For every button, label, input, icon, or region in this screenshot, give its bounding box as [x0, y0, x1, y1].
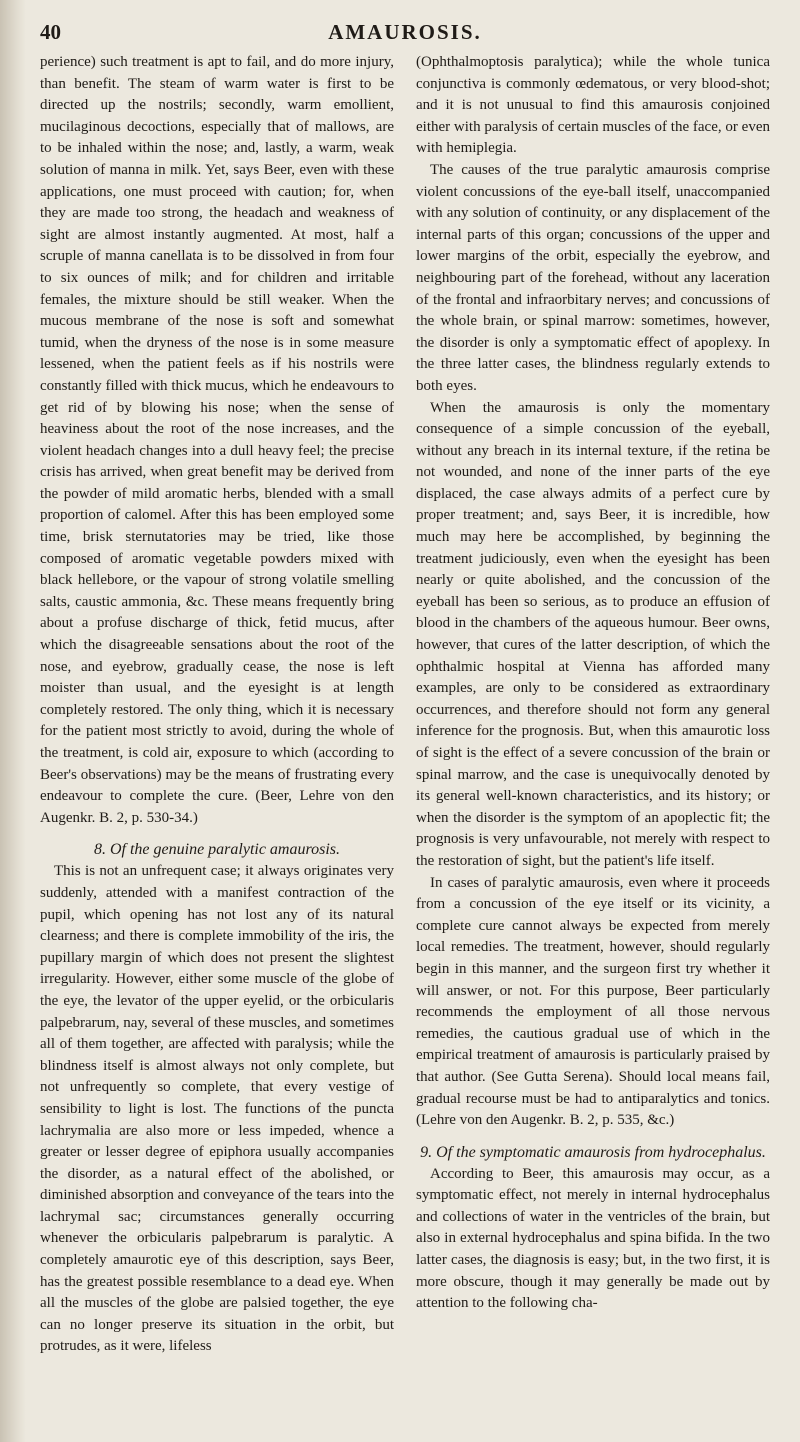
section-heading-8: 8. Of the genuine paralytic amaurosis.: [93, 841, 341, 859]
page-number: 40: [40, 20, 61, 44]
running-head: [40, 20, 770, 48]
right-paragraph-5: According to Beer, this amaurosis may occur, as a symptomatic effect, not merely in internal hydrocephalus and collections of water in the ventricles of the brain, but also in external hydrocephalus and spina bifida. In the two latter cases, the diagnosis is easy; but, in the two first, it is more obscure, though it may generally be made out by attention to the following cha-: [416, 1165, 770, 1312]
binding-gutter-shadow: [0, 0, 26, 1442]
right-paragraph-2: The causes of the true paralytic amaurosis comprise violent concussions of the eye-ball itself, unaccompanied with any solution of continuity, or any displacement of the internal parts of this organ; concussions of the upper and lower margins of the orbit, especially the eyebrow, and neighbouring part of the forehead, without any laceration of the frontal and infraorbitary nerves; and concussions of the whole brain, or spinal marrow: sometimes, however, the disorder is only a symptomatic effect of apoplexy. In the three latter cases, the blindness regularly extends to both eyes.: [416, 161, 770, 394]
left-column: [40, 52, 394, 1358]
text-columns: [40, 52, 770, 1358]
right-paragraph-1: (Ophthalmoptosis paralytica); while the whole tunica conjunctiva is commonly œdematous, or very blood-shot; and it is not unusual to find this amaurosis conjoined either with paralysis of certain muscles of the face, or even with hemiplegia.: [416, 54, 770, 157]
left-paragraph-1: perience) such treatment is apt to fail, and do more injury, than benefit. The steam of warm water is first to be directed up the nostrils; secondly, warm emollient, mucilaginous decoctions, especially that of mallows, are to be inhaled within the nose; and, lastly, a warm, weak solution of manna in milk. Yet, says Beer, even with these applications, one must proceed with caution; for, when they are made too strong, the headach and weakness of sight are almost instantly augmented. At most, half a scruple of manna canellata is to be dissolved in from four to six ounces of milk; and for children and irritable females, the mixture should be still weaker. When the mucous membrane of the nose is soft and somewhat tumid, when the dryness of the nose is in some measure lessened, when the patient feels as if his nostrils were constantly filled with thick mucus, which he endeavours to get rid of by blowing his nose; when the sense of heaviness about the root of the nose increases, and the violent headach changes into a dull heavy feel; the precise crisis has arrived, when great benefit may be derived from the powder of mild aromatic herbs, blended with a small proportion of calomel. After this has been employed some time, brisk sternutatories may be tried, like those composed of aromatic vegetable powders mixed with black hellebore, or the vapour of strong volatile smelling salts, caustic ammonia, &c. These means frequently bring about a profuse discharge of thick, fetid mucus, after which the disagreeable sensations about the root of the nose, and eyebrow, gradually cease, the nose is left moister than usual, and the eyesight is at length completely restored. The only thing, which it is necessary for the patient most strictly to avoid, during the whole of the treatment, is cold air, exposure to which (according to Beer's observations) may be the means of frustrating every endeavour to complete the cure. (Beer, Lehre von den Augenkr. B. 2, p. 530-34.): [40, 54, 394, 826]
right-paragraph-4: In cases of paralytic amaurosis, even where it proceeds from a concussion of the eye itself or its vicinity, a complete cure cannot always be expected from merely local remedies. The treatment, however, should regularly begin in this manner, and the surgeon first try whether it will answer, or not. For this purpose, Beer particularly recommends the employment of all those nervous remedies, the cautious gradual use of which in the empirical treatment of amaurosis is particularly praised by that author. (See Gutta Serena). Should local means fail, gradual recourse must be had to antiparalytics and tonics. (Lehre von den Augenkr. B. 2, p. 535, &c.): [416, 874, 770, 1129]
right-column: [416, 52, 770, 1358]
left-paragraph-2: This is not an unfrequent case; it always originates very suddenly, attended with a manifest contraction of the pupil, which opening has not lost any of its natural clearness; and there is complete immobility of the iris, the pupillary margin of which does not present the slightest irregularity. However, either some muscle of the globe of the eye, the levator of the upper eyelid, or the orbicularis palpebrarum, nay, several of these muscles, and sometimes all of them together, are affected with paralysis; while the blindness itself is almost always not only complete, but not unfrequently so complete, that every vestige of sensibility to light is lost. The functions of the puncta lachrymalia are also more or less impeded, whence a greater or lesser degree of epiphora usually accompanies the disorder, as a natural effect of the abolished, or diminished absorption and conveyance of the tears into the lachrymal sac; circumstances generally occurring whenever the orbicularis palpebrarum is paralytic. A completely amaurotic eye of this description, says Beer, has the greatest possible resemblance to a dead eye. When all the muscles of the globe are palsied together, the eye can no longer preserve its situation in the orbit, but protrudes, as it were, lifeless: [40, 863, 394, 1355]
right-paragraph-3: When the amaurosis is only the momentary consequence of a simple concussion of the eyeball, without any breach in its internal texture, if the retina be not wounded, and none of the inner parts of the eye displaced, the case always admits of a perfect cure by proper treatment; and, says Beer, it is incredible, how much may here be accomplished, by beginning the treatment judiciously, even when the eyesight has been nearly or quite abolished, and the concussion of the eyeball has been so serious, as to produce an effusion of blood in the chambers of the aqueous humour. Beer owns, however, that cures of the latter description, of which the ophthalmic hospital at Vienna has afforded many examples, are only to be considered as extraordinary occurrences, and therefore should not form any general inference for the prognosis. But, when this amaurotic loss of sight is the effect of a severe concussion of the brain or spinal marrow, and the case is unequivocally denoted by its general well-known characteristics, and its history; or when the disorder is the symptom of an apoplectic fit; the prognosis is very unfavourable, not merely with respect to the restoration of sight, but the patient's life itself.: [416, 399, 770, 869]
section-heading-9: 9. Of the symptomatic amaurosis from hydrocephalus.: [420, 1143, 766, 1161]
running-title: AMAUROSIS.: [328, 20, 482, 44]
